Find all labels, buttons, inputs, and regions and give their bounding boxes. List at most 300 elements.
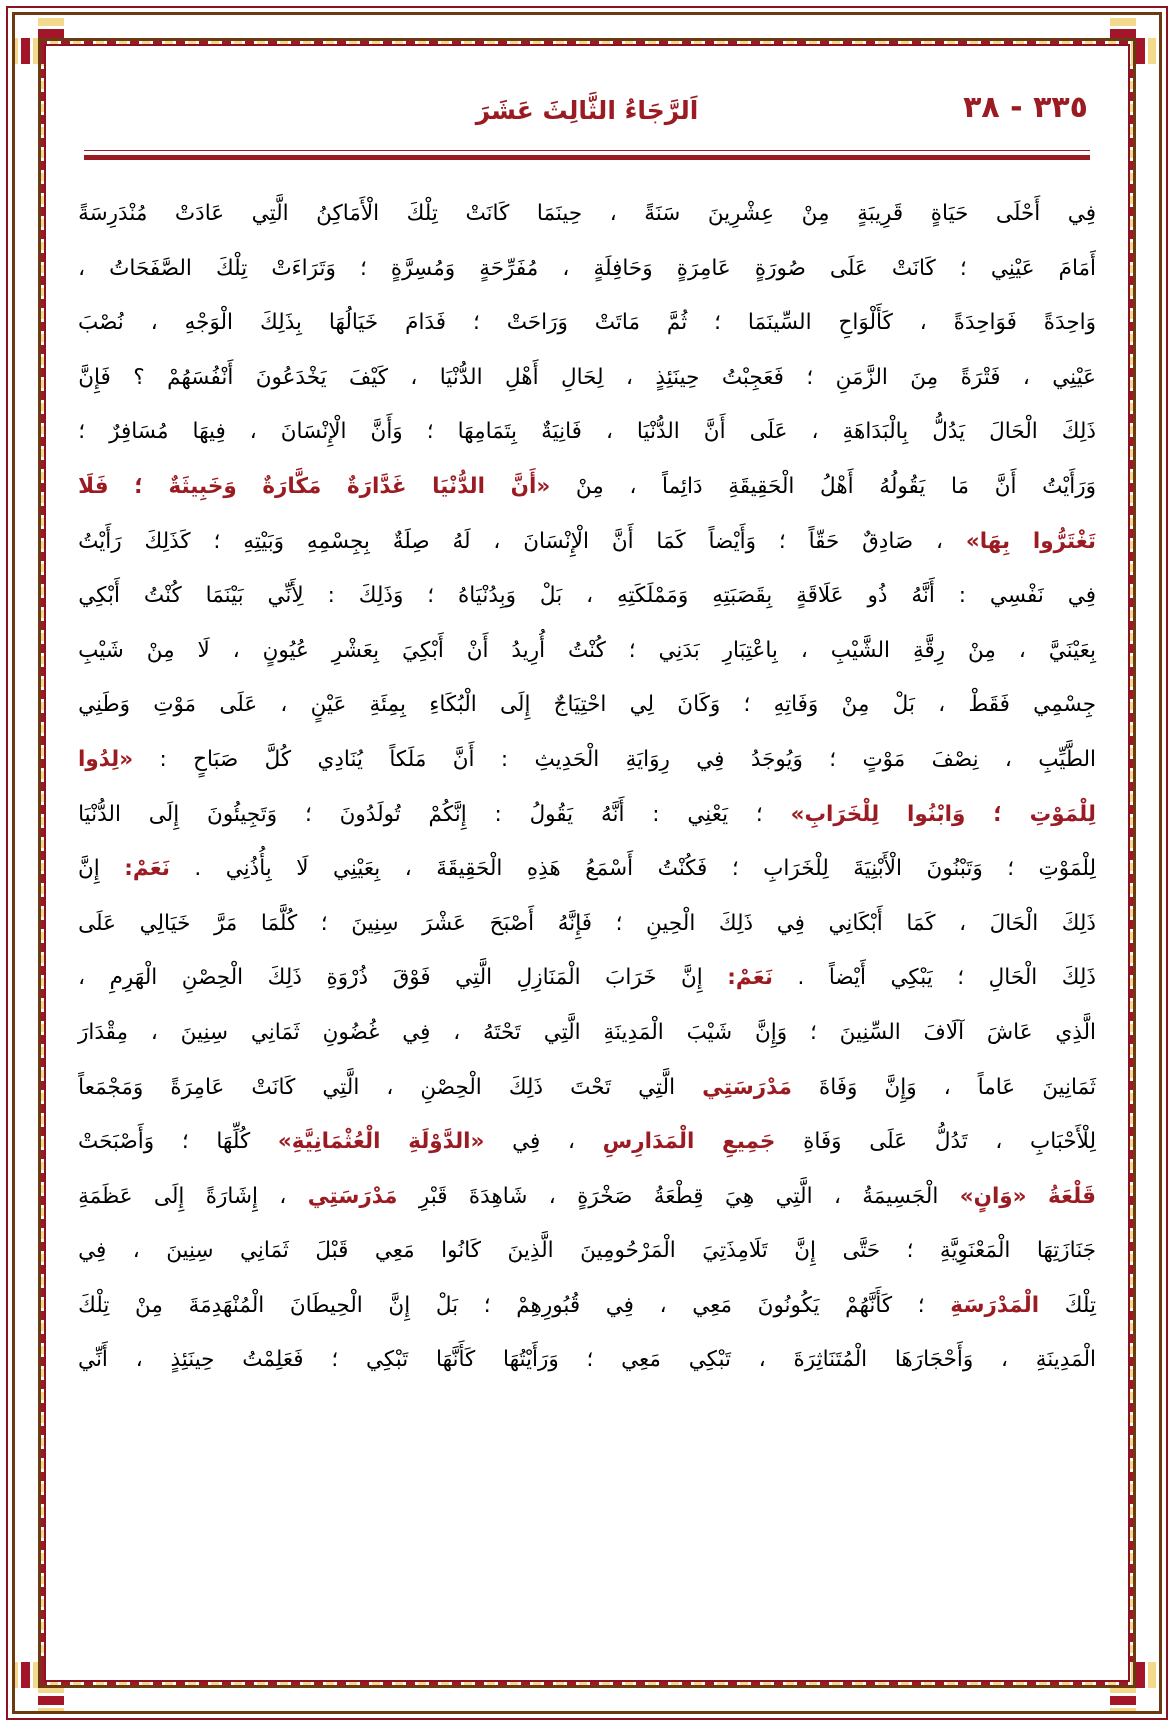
body-word: ، bbox=[800, 637, 808, 663]
body-word: ؛ bbox=[731, 856, 739, 882]
body-word: إِشَارَةً bbox=[205, 1183, 258, 1209]
body-line bbox=[78, 1279, 1096, 1334]
body-word: وَإِنَّ bbox=[884, 1074, 917, 1100]
body-word: ، bbox=[995, 1129, 1003, 1155]
body-word: كَانُوا bbox=[441, 1238, 482, 1264]
body-line-inner bbox=[78, 296, 1096, 351]
body-line bbox=[78, 897, 1096, 952]
body-line-inner bbox=[78, 1170, 1096, 1225]
body-word: ، bbox=[562, 255, 570, 281]
body-word: قَبْرِ bbox=[418, 1183, 448, 1209]
body-word: وَأَصْبَحَتْ bbox=[78, 1129, 155, 1155]
body-line-inner bbox=[78, 1061, 1096, 1116]
emphasised-word: تَغْتَرُّوا bbox=[1032, 528, 1096, 554]
body-line bbox=[78, 733, 1096, 788]
body-word: وَفَاتِهِ bbox=[773, 692, 819, 718]
body-word: : bbox=[958, 583, 967, 609]
body-word: لِي bbox=[629, 692, 655, 718]
body-word: تَدُلُّ bbox=[934, 1129, 968, 1155]
body-word: ، bbox=[938, 692, 946, 718]
body-word: : bbox=[652, 801, 660, 827]
body-word: الْحِصْنِ bbox=[420, 1074, 482, 1100]
body-word: تِلْكَ bbox=[78, 1292, 110, 1318]
body-word: وَيُوجَدُ bbox=[750, 746, 803, 772]
body-word: ، bbox=[586, 583, 594, 609]
body-word: : bbox=[327, 583, 335, 609]
body-word: مُنْدَرِسَةً bbox=[78, 201, 148, 226]
body-word: مَرَّ bbox=[213, 910, 238, 936]
body-word: وَمَمْلَكَتِهِ bbox=[616, 583, 689, 609]
body-word: قَبْلَ bbox=[315, 1238, 349, 1264]
body-word: الَّتِي bbox=[543, 1019, 581, 1045]
body-word: شَيْبَ bbox=[686, 1019, 733, 1045]
body-word: لِحَالِ bbox=[560, 364, 604, 390]
body-word: كَانَتْ bbox=[465, 201, 510, 226]
body-line-inner bbox=[78, 1115, 1096, 1170]
body-word: ؛ bbox=[483, 1292, 491, 1318]
body-word: ؛ bbox=[628, 637, 636, 663]
body-word: ذَلِكَ bbox=[718, 910, 754, 936]
body-word: نُصْبَ bbox=[78, 310, 124, 336]
body-word: عَلَى bbox=[78, 910, 116, 936]
body-word: تُولَدُونَ bbox=[339, 801, 401, 827]
body-word: وَطَنِي bbox=[78, 692, 130, 718]
body-word: ثُمَّ bbox=[666, 310, 688, 336]
body-word: ؛ bbox=[714, 310, 721, 336]
body-word: ثَمَانِي bbox=[250, 1019, 300, 1045]
body-word: ، bbox=[659, 1292, 667, 1318]
body-word: ؛ bbox=[615, 910, 623, 936]
body-word: يَخْدَعُونَ bbox=[255, 364, 327, 390]
body-word: ، bbox=[605, 419, 613, 445]
body-line-inner bbox=[78, 187, 1096, 242]
emphasised-word: قَلْعَةُ bbox=[1047, 1183, 1096, 1209]
body-word: عَيْنِي bbox=[1052, 364, 1096, 390]
body-word: الْحِيطَانَ bbox=[289, 1292, 363, 1318]
body-word: وَرَأَيْتُ bbox=[1042, 473, 1096, 499]
body-word: الْبُكَاءِ bbox=[429, 692, 477, 718]
body-word: عِشْرِينَ bbox=[707, 201, 775, 226]
body-word: ، bbox=[811, 419, 819, 445]
body-word: فِي bbox=[605, 1292, 634, 1318]
body-word: أَيْضاً bbox=[828, 965, 866, 991]
chapter-title: اَلرَّجَاءُ الثَّالِثَ عَشَرَ bbox=[475, 96, 699, 126]
body-word: وَرَاحَتْ bbox=[506, 310, 568, 336]
body-word: ؛ bbox=[359, 255, 367, 281]
body-word: إِنَّ bbox=[681, 965, 703, 991]
body-word: ذَلِكَ bbox=[1061, 419, 1096, 445]
body-word: ؛ bbox=[586, 1347, 594, 1373]
body-word: مِنْ bbox=[801, 201, 830, 226]
body-word: شَاهِدَةَ bbox=[468, 1183, 528, 1209]
body-word: عَلَى bbox=[869, 1129, 908, 1155]
body-word: ، bbox=[959, 910, 967, 936]
body-word: فِي bbox=[512, 1129, 541, 1155]
body-word: فَتْرَةً bbox=[960, 364, 1001, 390]
body-word: لِلْأَحْبَابِ bbox=[1030, 1129, 1096, 1155]
body-word: عَلَاقَةٍ bbox=[796, 583, 844, 609]
body-word: ؛ bbox=[957, 965, 965, 991]
body-word: تَحْتَ bbox=[570, 1074, 612, 1100]
body-line bbox=[78, 1224, 1096, 1279]
body-word: وَأَنَّ bbox=[370, 419, 403, 445]
emphasised-word: «وَانٍ» bbox=[959, 1183, 1027, 1209]
body-word: ، bbox=[453, 1019, 461, 1045]
body-word: ذَلِكَ bbox=[1061, 910, 1096, 936]
body-word: أَبْكِي bbox=[78, 583, 120, 609]
body-word: عَلَى bbox=[749, 419, 788, 445]
body-word: بِتَمَامِهَا bbox=[457, 419, 518, 445]
body-word: ، bbox=[1022, 364, 1030, 390]
body-word: عَلَى bbox=[219, 692, 258, 718]
body-word: ، bbox=[758, 1347, 766, 1373]
body-word: صَبَاحٍ bbox=[193, 746, 239, 772]
body-line bbox=[78, 624, 1096, 679]
body-line bbox=[78, 1333, 1096, 1388]
body-word: الدُّنْيَا bbox=[439, 364, 483, 390]
body-word: نِصْفَ bbox=[931, 746, 979, 772]
body-word: إِلَى bbox=[153, 1183, 185, 1209]
body-word: الَّتِي bbox=[251, 201, 289, 226]
body-word: ذَلِكَ bbox=[267, 965, 302, 991]
emphasised-word: ؛ bbox=[134, 473, 143, 499]
body-word: كَذَلِكَ bbox=[144, 528, 191, 554]
body-word: لَهُ bbox=[452, 528, 471, 554]
body-word: إِلَى bbox=[148, 801, 180, 827]
body-word: الْمَعْنَوِيَّةِ bbox=[939, 1238, 1011, 1264]
body-word: ، bbox=[919, 310, 927, 336]
body-word: فِي bbox=[776, 910, 805, 936]
body-line-inner bbox=[78, 788, 1096, 843]
body-line-inner bbox=[78, 515, 1096, 570]
body-word: وَفَاةِ bbox=[803, 1129, 842, 1155]
body-word: الْحَالِ bbox=[988, 965, 1038, 991]
body-word: رَأَيْتُ bbox=[78, 528, 122, 554]
body-word: كَيْفَ bbox=[348, 364, 388, 390]
body-word: مَعِي bbox=[374, 1238, 415, 1264]
body-word: بَلْ bbox=[539, 583, 563, 609]
body-line bbox=[78, 678, 1096, 733]
body-word: الْمُنْهَدِمَةَ bbox=[188, 1292, 265, 1318]
body-word: فِي bbox=[1067, 201, 1096, 226]
body-word: خَيَالُهَا bbox=[328, 310, 379, 336]
body-word: الْمَدِينَةِ bbox=[1035, 1347, 1096, 1373]
body-word: ، bbox=[404, 856, 412, 882]
body-word: تَلَامِذَتِيَ bbox=[702, 1238, 768, 1264]
body-word: كُلَّمَا bbox=[260, 910, 298, 936]
body-word: عَامِرَةٍ bbox=[676, 255, 731, 281]
body-word: أَنْفُسَهُمْ bbox=[167, 364, 234, 390]
body-word: الْحِينِ bbox=[646, 910, 696, 936]
body-word: فَوَاحِدَةً bbox=[953, 310, 1017, 336]
body-word: ؛ bbox=[331, 1347, 339, 1373]
page-content bbox=[52, 52, 1122, 1674]
body-word: بَلْ bbox=[892, 692, 915, 718]
body-word: الَّذِي bbox=[1055, 1019, 1096, 1045]
body-word: ، bbox=[150, 310, 158, 336]
body-word: . bbox=[194, 856, 202, 882]
body-word: مُفَرِّحَةٍ bbox=[479, 255, 539, 281]
body-word: وَتَجِيئُونَ bbox=[207, 801, 278, 827]
body-word: كُنْتُ bbox=[567, 637, 606, 663]
body-word: ؛ bbox=[213, 528, 221, 554]
body-word: لَا bbox=[197, 637, 210, 663]
page-number: ٣٣٥ - ٣٨ bbox=[963, 90, 1088, 125]
body-word: الْحَقِيقَةِ bbox=[728, 473, 795, 499]
body-line-inner bbox=[78, 624, 1096, 679]
body-word: يَقُولُهُ bbox=[879, 473, 926, 499]
body-word: وَإِنَّ bbox=[755, 1019, 788, 1045]
body-word: تَبْكِي bbox=[688, 1347, 731, 1373]
body-word: وَاحِدَةً bbox=[1043, 310, 1096, 336]
body-word: أَنَّ bbox=[703, 419, 726, 445]
body-word: فَانِيَةٌ bbox=[541, 419, 582, 445]
body-word: أَبْكَانِي bbox=[828, 910, 883, 936]
body-word: ، bbox=[232, 637, 240, 663]
body-word: : bbox=[500, 746, 509, 772]
body-word: ، bbox=[568, 1129, 575, 1155]
body-word: عَلَى bbox=[829, 255, 868, 281]
body-word: قَرِيبَةٍ bbox=[857, 201, 904, 226]
body-line bbox=[78, 351, 1096, 406]
body-word: يَبْكِي bbox=[890, 965, 933, 991]
body-word: ، bbox=[78, 965, 86, 991]
body-word: بِعَيْنِي bbox=[333, 856, 381, 882]
body-word: فَعَجِبْتُ bbox=[721, 364, 784, 390]
body-word: فِي bbox=[78, 1238, 107, 1264]
emphasised-word: «لِدُوا bbox=[78, 746, 134, 772]
emphasised-word: وَخَبِيثَةٌ bbox=[168, 473, 237, 499]
body-word: مِنْ bbox=[968, 637, 996, 663]
emphasised-word: مَكَّارَةٌ bbox=[262, 473, 322, 499]
body-line-inner bbox=[78, 678, 1096, 733]
body-word: خَرَابَ bbox=[605, 965, 657, 991]
body-line bbox=[78, 460, 1096, 515]
body-word: وَبَيْتِهِ bbox=[243, 528, 285, 554]
emphasised-word: ؛ bbox=[993, 801, 1002, 827]
body-word: ، bbox=[626, 364, 633, 390]
body-word: أَنَّهُ bbox=[600, 801, 625, 827]
body-word: حِينَمَا bbox=[536, 201, 583, 226]
body-word: السِّينَمَا bbox=[747, 310, 812, 336]
body-word: ؛ bbox=[810, 1019, 817, 1045]
body-word: مَا bbox=[951, 473, 970, 499]
body-word: بَيْنَمَا bbox=[205, 583, 244, 609]
body-word: الَّذِينَ bbox=[507, 1238, 554, 1264]
body-word: ذَلِكَ bbox=[1061, 965, 1096, 991]
emphasised-word: الْمَدَارِسِ bbox=[602, 1129, 695, 1155]
body-word: بِعَشْرِ bbox=[331, 637, 380, 663]
body-word: إِنَّ bbox=[388, 1292, 411, 1318]
body-word: الْإِنْسَانَ bbox=[280, 419, 347, 445]
body-word: صَادِقٌ bbox=[862, 528, 914, 554]
body-word: الْمُتَنَاثِرَةَ bbox=[793, 1347, 868, 1373]
body-word: مَعِي bbox=[621, 1347, 661, 1373]
body-word: مَعِي bbox=[692, 1292, 733, 1318]
body-word: ، bbox=[249, 419, 257, 445]
body-word: ؛ bbox=[427, 583, 435, 609]
body-word: أَنْ bbox=[466, 637, 489, 663]
body-line bbox=[78, 296, 1096, 351]
body-word: ، bbox=[279, 1183, 287, 1209]
body-word: حِينَئِذٍ bbox=[655, 364, 700, 390]
body-word: الْحَقِيقَةَ bbox=[436, 856, 503, 882]
body-word: فَوْقَ bbox=[392, 965, 431, 991]
body-word: قُبُورِهِمْ bbox=[516, 1292, 581, 1318]
body-word: ، bbox=[609, 201, 617, 226]
body-word: عَيْنٍ bbox=[310, 692, 347, 718]
body-line-inner bbox=[78, 242, 1096, 297]
body-line-inner bbox=[78, 951, 1096, 1006]
body-word: أَهْلُ bbox=[820, 473, 854, 499]
body-word: ؛ bbox=[181, 1129, 189, 1155]
body-word: . bbox=[797, 965, 805, 991]
body-word: مَاتَتْ bbox=[594, 310, 640, 336]
emphasised-word: نَعَمْ: bbox=[727, 965, 773, 991]
body-word: ؛ bbox=[906, 1238, 914, 1264]
body-word: تِلْكَ bbox=[406, 201, 438, 226]
body-word: ، bbox=[386, 1074, 394, 1100]
body-word: أَصْبَحَ bbox=[489, 910, 535, 936]
body-word: الدُّنْيَا bbox=[636, 419, 680, 445]
body-word: فَإِنَّهُ bbox=[557, 910, 593, 936]
body-line bbox=[78, 515, 1096, 570]
body-word: وَكَانَ bbox=[677, 692, 721, 718]
body-word: ، bbox=[132, 1238, 140, 1264]
body-word: أُرِيدُ bbox=[511, 637, 546, 663]
body-word: وَتَبْنُونَ bbox=[926, 856, 983, 882]
body-word: بِعَيْنَيَّ bbox=[1048, 637, 1096, 663]
body-word: عَاماً bbox=[977, 1074, 1016, 1100]
body-word: مِنْ bbox=[575, 473, 604, 499]
body-word: مَوْتٍ bbox=[862, 746, 906, 772]
body-word: الْمَرْحُومِينَ bbox=[580, 1238, 676, 1264]
body-word: بِالْبَدَاهَةِ bbox=[842, 419, 909, 445]
body-line bbox=[78, 842, 1096, 897]
body-word: عَيْنِي bbox=[990, 255, 1035, 281]
body-word: احْتِيَاجٌ bbox=[553, 692, 607, 718]
body-word: ، bbox=[493, 528, 501, 554]
body-word: كَأَلْوَاحِ bbox=[838, 310, 893, 336]
body-word: عَادَتْ bbox=[174, 201, 225, 226]
body-word: ؛ bbox=[1007, 856, 1015, 882]
body-word: بِأُذُنِي bbox=[225, 856, 272, 882]
body-word: الْحَالَ bbox=[989, 419, 1038, 445]
body-word: ، bbox=[150, 1019, 158, 1045]
body-word: يَعْنِي bbox=[687, 801, 729, 827]
body-word: الصَّفَحَاتُ bbox=[109, 255, 192, 281]
body-word: لَا bbox=[296, 856, 309, 882]
body-word: ذَلِكَ bbox=[508, 1074, 544, 1100]
body-word: ، bbox=[280, 692, 288, 718]
body-word: فَقَطْ bbox=[968, 692, 1010, 718]
body-line bbox=[78, 1115, 1096, 1170]
body-word: الْأَبْنِيَةَ bbox=[853, 856, 902, 882]
body-word: مِنْ bbox=[841, 692, 870, 718]
body-word: أَسْمَعُ bbox=[585, 856, 634, 882]
emphasised-word: لِلْمَوْتِ bbox=[1029, 801, 1096, 827]
body-word: ، bbox=[629, 473, 637, 499]
emphasised-word: مَدْرَسَتِي bbox=[307, 1183, 398, 1209]
body-word: ، bbox=[410, 364, 418, 390]
body-word: كَمَا bbox=[656, 528, 686, 554]
body-word: غُضُونِ bbox=[322, 1019, 380, 1045]
body-word: ، bbox=[833, 1183, 841, 1209]
body-word: أَنَّهُ bbox=[911, 583, 935, 609]
body-word: ؛ bbox=[806, 364, 814, 390]
body-word: ذُو bbox=[867, 583, 888, 609]
emphasised-word: بِهَا» bbox=[965, 528, 1011, 554]
body-word: : bbox=[494, 801, 502, 827]
body-word: الْجَسِيمَةُ bbox=[862, 1183, 939, 1209]
body-word: وَحَافِلَةٍ bbox=[593, 255, 653, 281]
body-word: فِي bbox=[402, 1019, 431, 1045]
body-word: تِلْكَ bbox=[1064, 1292, 1096, 1318]
body-line-inner bbox=[78, 351, 1096, 406]
body-word: الْوَجْهِ bbox=[184, 310, 234, 336]
body-word: وَأَيْضاً bbox=[708, 528, 757, 554]
body-word: ؛ bbox=[743, 692, 751, 718]
body-word: ثَمَانِي bbox=[240, 1238, 289, 1264]
body-word: كَانَتْ bbox=[891, 255, 936, 281]
body-word: لِلْمَوْتِ bbox=[1038, 856, 1096, 882]
body-word: : bbox=[159, 746, 167, 772]
body-word: إِنَّكُمْ bbox=[428, 801, 467, 827]
body-word: الَّتِي bbox=[455, 965, 493, 991]
body-word: فَعَلِمْتُ bbox=[242, 1347, 304, 1373]
body-line-inner bbox=[78, 1279, 1096, 1334]
body-word: أَبْكِيَ bbox=[402, 637, 444, 663]
body-line bbox=[78, 951, 1096, 1006]
body-line-inner bbox=[78, 1224, 1096, 1279]
body-word: عُيُونٍ bbox=[262, 637, 309, 663]
body-word: كَانَتْ bbox=[251, 1074, 296, 1100]
body-word: رِقَّةِ bbox=[912, 637, 946, 663]
body-word: سِنِينَ bbox=[166, 1238, 214, 1264]
body-word: ، bbox=[548, 1183, 556, 1209]
body-line bbox=[78, 187, 1096, 242]
body-word: رِوَايَةِ bbox=[625, 746, 670, 772]
body-word: الشَّيْبِ bbox=[830, 637, 891, 663]
body-line bbox=[78, 405, 1096, 460]
body-word: ذُرْوَةِ bbox=[326, 965, 369, 991]
body-word: وَمُسِرَّةٍ bbox=[390, 255, 456, 281]
body-word: مَلَكاً bbox=[389, 746, 427, 772]
body-word: مِنْ bbox=[135, 1292, 163, 1318]
emphasised-word: الْعُثْمَانِيَّةِ» bbox=[277, 1129, 381, 1155]
title-divider-rule bbox=[84, 154, 1090, 161]
body-word: يُنَادِي bbox=[317, 746, 363, 772]
body-word: أَنَّ bbox=[452, 746, 475, 772]
body-word: ، bbox=[1001, 1347, 1008, 1373]
body-word: مَوْتِ bbox=[153, 692, 197, 718]
body-word: ؛ bbox=[829, 746, 837, 772]
body-word: إِنَّ bbox=[794, 1238, 816, 1264]
body-word: ؛ bbox=[304, 801, 312, 827]
body-word: بِمِئَةِ bbox=[369, 692, 406, 718]
body-word: جِسْمِي bbox=[1033, 692, 1096, 718]
body-word: ؛ bbox=[755, 801, 763, 827]
emphasised-word: فَلَا bbox=[78, 473, 109, 499]
body-word: بِجِسْمِهِ bbox=[306, 528, 370, 554]
body-word: صَخْرَةٍ bbox=[577, 1183, 633, 1209]
body-word: كُنْتُ bbox=[143, 583, 182, 609]
body-word: مِنَ bbox=[910, 364, 939, 390]
body-word: وَذَلِكَ bbox=[358, 583, 404, 609]
body-word: مِنْ bbox=[146, 637, 175, 663]
body-word: عَشْرَ bbox=[422, 910, 466, 936]
body-word: حَتَّى bbox=[842, 1238, 881, 1264]
